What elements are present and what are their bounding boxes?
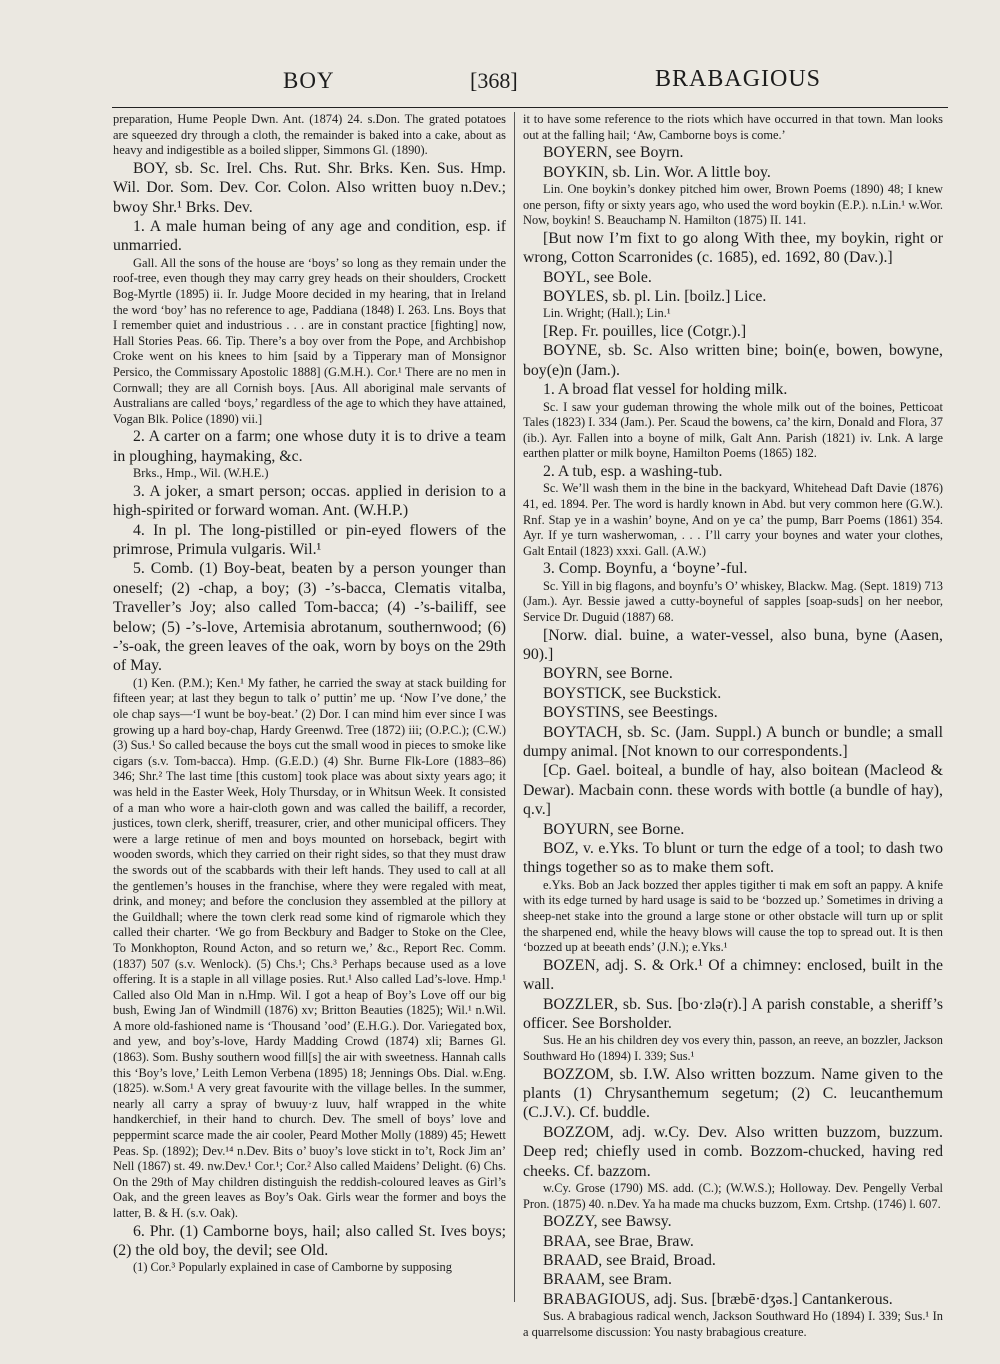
entry-boy: BOY, sb. Sc. Irel. Chs. Rut. Shr. Brks. Ken. Sus. Hmp. Wil. Dor. Som. Dev. Cor. Colon. Also written buoy n.Dev.; bwoy Shr.¹ Brks. Dev. — [113, 159, 506, 216]
citation: e.Yks. Bob an Jack bozzed ther apples tigither ti mak em soft an pappy. A knife with its edge turned by hard usage is said to be ‘bozzed up.’ Sometimes in driving a sheep-net stake into the ground a large stone or other obstacle will turn up or split the sharpened end, while the heavy blows will cause the top to spread out. It is then ‘bozzed up at beeath ends’ (J.N.); e.Yks.¹ — [523, 877, 943, 955]
page-header — [70, 62, 950, 102]
right-column — [523, 112, 943, 1340]
entry-braa: BRAA, see Brae, Braw. — [543, 1232, 694, 1250]
citation: Gall. All the sons of the house are ‘boys’ so long as they remain under the roof-tree, even though they may carry grey heads on their shoulders, Crockett Bog-Myrtle (1895) ii. Ir. Judge Moore decided in my hearing, that in Ireland the word ‘boy’ has no reference to age, Paddiana (1848) I. 263. Lns. Boys that I remember quiet and industrious . . . are in constant practice [fighting] now, Hall Stories Peas. 66. Tip. There’s a boy over from the Pope, and Archbishop Croke went on his knees to him [said by a Tipperary man of Monsignor Persico, the Commissary Apostolic 1888] (G.M.H.). Cor.¹ There are no men in Cornwall; they are all Cornish boys. [Aus. All aboriginal male servants of Australians are called ‘boys,’ regardless of the age to which they have attained, Vogan Blk. Police (1890) vii.] — [113, 255, 506, 426]
column-divider — [514, 112, 515, 1302]
citation: Brks., Hmp., Wil. (W.H.E.) — [133, 466, 269, 481]
sense: 4. In pl. The long-pistilled or pin-eyed flowers of the primrose, Primula vulgaris. Wil.¹ — [113, 521, 506, 558]
entry-braam: BRAAM, see Bram. — [543, 1271, 672, 1289]
entry-bozen: BOZEN, adj. S. & Ork.¹ Of a chimney: enclosed, built in the wall. — [523, 956, 943, 994]
etymology: [But now I’m fixt to go along With thee, my boykin, right or wrong, Cotton Scarronides (c. 1685), ed. 1692, 80 (Dav.).] — [523, 229, 943, 267]
citation: Lin. One boykin’s donkey pitched him ower, Brown Poems (1890) 48; I knew one person, fifty or sixty years ago, who used the word boykin (E.P.). n.Lin.¹ w.Wor. Now, boykin! S. Beauchamp N. Hamilton (1875) II. 141. — [523, 182, 943, 228]
etymology: [Norw. dial. buine, a water-vessel, also buna, byne (Aasen, 90).] — [523, 626, 943, 663]
etymology: [Cp. Gael. boiteal, a bundle of hay, also boitean (Macleod & Dewar). Macbain conn. these words with bottle (a bundle of hay), q.v.] — [523, 762, 943, 819]
sense: 3. Comp. Boynfu, a ‘boyne’-ful. — [543, 560, 748, 578]
entry-boyrn: BOYRN, see Borne. — [543, 665, 673, 683]
entry-boykin: BOYKIN, sb. Lin. Wor. A little boy. — [543, 163, 771, 181]
citation: (1) Cor.³ Popularly explained in case of Camborne by supposing — [133, 1260, 452, 1275]
citation: (1) Ken. (P.M.); Ken.¹ My father, he carried the sway at stack building for fifteen year; at last they begun to talk o’ puttin’ me up. ‘Now I’ve done,’ the ole chap says—‘I wunt be boy-beat.’ (2) Dor. I can mind him ever since I was growing up a hard boy-chap, Hardy Greenwd. Tree (1872) iii; (O.P.C.); (C.W.) (3) Sus.¹ So called because the boys cut the small wood in pieces to smoke like cigars (s.v. Tom-bacca). Hmp. (G.E.D.) (4) Shr. Burne Flk-Lore (1883–86) 346; Shr.² The last time [this custom] took place was about sixty years ago; it was held in the Easter Week, Holy Thursday, or in Whitsun Week. It consisted of a man who wore a hair-cloth gown and was called the bailiff, a recorder, justices, town clerk, sheriff, treasurer, crier, and other municipal officers. They were a large retinue of men and boys mounted on horseback, begirt with wooden swords, which they carried on their right sides, so that they must draw the swords out of the scabbards with their left hands. They used to call at all the gentlemen’s houses in the franchise, where they were regaled with meat, drink, and money; and before the conclusion they assembled at the pillory at the Guildhall; where the town clerk read some kind of rigmarole which they called their charter. ‘We go from Beckbury and Badger to Stoke on the Clee, To Monkhopton, Round Acton, and so return we,’ &c., Report Rec. Comm. (1837) 507 (s.v. Wenlock). (5) Chs.¹; Chs.³ Perhaps because used as a love offering. It is a staple in all village posies. Rut.¹ Also called Lad’s-love. Hmp.¹ Called also Old Man in n.Hmp. Wil. I got a heap of Boy’s Love off our big bush, Ewing Jan of Windmill (1876) xv; Britton Beauties (1825); Wil.¹ n.Wil. A more old-fashioned name is ‘Thousand ’ood’ (E.H.G.). Dor. Variegated box, and yew, and boy’s-love, Hardy Madding Crowd (1874) xli; Barnes Gl. (1863). Som. Bushy southern wood fill[s] the air with sweetness. Hannah calls this ‘Boy’s love,’ Leith Lemon Verbena (1895) 18; Jennings Obs. Dial. w.Eng. (1825). w.Som.¹ A very great favourite with the village belles. In the summer, nearly all carry a spray of bwuuy·z luuv, half wrapped in the white handkerchief, in their hand to church. Dev. The smell of boys’ love and peppermint scarce made the air cooler, Peard Mother Molly (1889) 45; Hewett Peas. Sp. (1892); Dev.¹⁴ n.Dev. Bits o’ buoy’s love stickt in to’t, Rock Jim an’ Nell (1867) st. 49. nw.Dev.¹ Cor.¹; Cor.² Also called Maidens’ Delight. (6) Chs. On the 29th of May children distinguish the reddish-coloured leaves as Girl’s Oak, and the green leaves as Boy’s Oak. Girls wear the former and boys the latter, B. & H. (s.v. Oak). — [113, 675, 506, 1220]
citation: Sus. He an his children dey vos every thin, passon, an reeve, an bozzler, Jackson Southward Ho (1894) I. 339; Sus.¹ — [523, 1033, 943, 1064]
header-rule — [112, 107, 948, 108]
entry-boystick: BOYSTICK, see Buckstick. — [543, 684, 722, 702]
paragraph: preparation, Hume People Dwn. Ant. (1874) 24. s.Don. The grated potatoes are squeezed dry through a cloth, the remainder is baked into a cake, about as heavy and indigestible as a boiled slipper, Simmons Gl. (1890). — [113, 112, 506, 158]
page-number: [368] — [470, 68, 518, 93]
entry-boyles: BOYLES, sb. pl. Lin. [boilz.] Lice. — [543, 288, 767, 305]
entry-boz: BOZ, v. e.Yks. To blunt or turn the edge of a tool; to dash two things together so as to make them soft. — [523, 840, 943, 877]
paragraph: it to have some reference to the riots which have occurred in that town. Man looks out at the falling hail; ‘Aw, Camborne boys is come.’ — [523, 112, 943, 142]
sense: 1. A male human being of any age and condition, esp. if unmarried. — [113, 218, 506, 255]
citation: w.Cy. Grose (1790) MS. add. (C.); (W.W.S.); Holloway. Dev. Pengelly Verbal Pron. (1875) 40. n.Dev. Ya ha made ma chucks buzzom, Exm. Crtshp. (1746) l. 607. — [523, 1181, 943, 1211]
sense: 5. Comb. (1) Boy-beat, beaten by a person younger than oneself; (2) -chap, a boy; (3) -’s-bacca, Clematis vitalba, Traveller’s Joy; also called Tom-bacca; (4) -’s-bailiff, see below; (5) -’s-love, Artemisia abrotanum, southernwood; (6) -’s-oak, the green leaves of the oak, worn by boys on the 29th of May. — [113, 560, 506, 675]
entry-boyurn: BOYURN, see Borne. — [543, 820, 685, 838]
etymology: [Rep. Fr. pouilles, lice (Cotgr.).] — [543, 323, 747, 340]
citation: Lin. Wright; (Hall.); Lin.¹ — [543, 306, 671, 321]
entry-boystins: BOYSTINS, see Beestings. — [543, 704, 718, 722]
entry-brabagious: BRABAGIOUS, adj. Sus. [bræbē·dʒəs.] Cantankerous. — [543, 1290, 893, 1308]
running-head-left: BOY — [283, 68, 335, 93]
sense: 6. Phr. (1) Camborne boys, hail; also called St. Ives boys; (2) the old boy, the devil; see Old. — [113, 1222, 506, 1259]
sense: 3. A joker, a smart person; occas. applied in derision to a high-spirited or forward woman. Ant. (W.H.P.) — [113, 482, 506, 520]
sense: 2. A tub, esp. a washing-tub. — [543, 463, 723, 480]
sense: 1. A broad flat vessel for holding milk. — [543, 381, 788, 399]
running-head-right: BRABAGIOUS — [655, 66, 822, 92]
citation: Sc. I saw your gudeman throwing the whole milk out of the boines, Petticoat Tales (1823) I. 334 (Jam.). Per. Scaud the bowens, ca’ the kirn, Donald and Flora, 37 (ib.). Ayr. Fallen into a boyne of milk, Galt Ann. Parish (1821) iv. Lnk. A large earthen platter or milk boyne, Hamilton Poems (1865) 182. — [523, 399, 943, 461]
entry-boytach: BOYTACH, sb. Sc. (Jam. Suppl.) A bunch or bundle; a small dumpy animal. [Not known to our correspondents.] — [523, 723, 943, 760]
citation: Sc. Yill in big flagons, and boynfu’s O’ whiskey, Blackw. Mag. (Sept. 1819) 713 (Jam.). Ayr. Bessie jawed a cutty-boyneful of sapples [soap-suds] on her neebor, Service Dr. Duguid (1887) 68. — [523, 578, 943, 624]
left-column — [113, 112, 506, 1276]
citation: Sc. We’ll wash them in the bine in the backyard, Whitehead Daft Davie (1876) 41, ed. 1894. Per. The word is hardly known in Abd. but very common here (G.W.). Rnf. Stap ye in a washin’ boyne, And on ye ca’ the pump, Barr Poems (1861) 354. Ayr. If ye turn washerwoman, . . . I’ll carry your boynes and water your clothes, Galt Entail (1823) xxxi. Gall. (A.W.) — [523, 481, 943, 558]
entry-bozzy: BOZZY, see Bawsy. — [543, 1213, 672, 1231]
entry-bozzom-adj: BOZZOM, adj. w.Cy. Dev. Also written buzzom, buzzum. Deep red; chiefly used in comb. Bozzom-chucked, having red cheeks. Cf. bazzom. — [523, 1123, 943, 1180]
entry-bozzler: BOZZLER, sb. Sus. [bo·zlə(r).] A parish constable, a sheriff’s officer. See Borsholder. — [523, 995, 943, 1033]
entry-boyern: BOYERN, see Boyrn. — [543, 144, 684, 162]
citation: Sus. A brabagious radical wench, Jackson Southward Ho (1894) I. 339; Sus.¹ In a quarrelsome discussion: You nasty brabagious creature. — [523, 1309, 943, 1339]
sense: 2. A carter on a farm; one whose duty it is to drive a team in ploughing, haymaking, &c. — [113, 428, 506, 465]
entry-bozzom-sb: BOZZOM, sb. I.W. Also written bozzum. Name given to the plants (1) Chrysanthemum segetum; (2) C. leucanthemum (C.J.V.). Cf. buddle. — [523, 1065, 943, 1122]
entry-braad: BRAAD, see Braid, Broad. — [543, 1252, 716, 1270]
entry-boyl: BOYL, see Bole. — [543, 268, 652, 286]
entry-boyne: BOYNE, sb. Sc. Also written bine; boin(e, bowen, bowyne, boy(e)n (Jam.). — [523, 342, 943, 379]
